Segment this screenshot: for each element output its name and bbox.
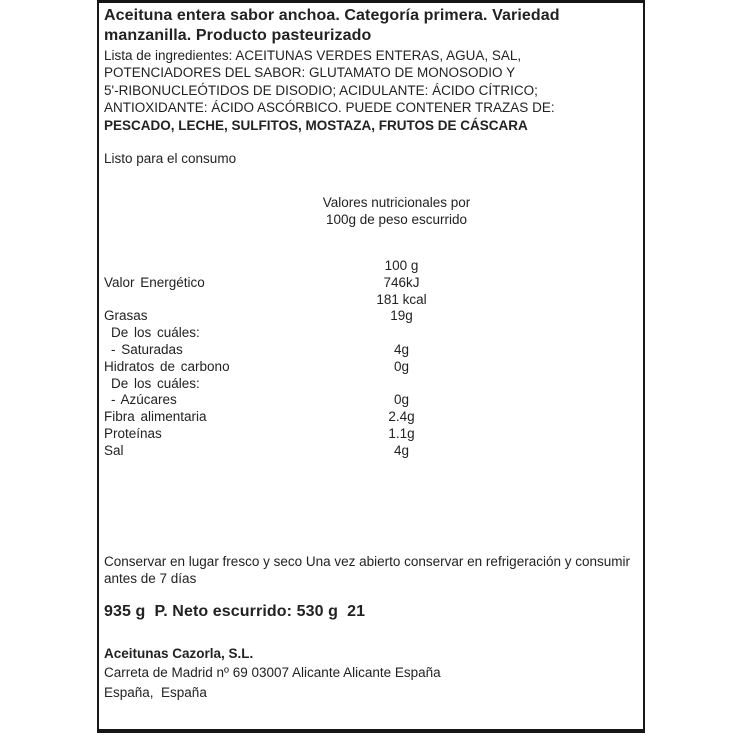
manufacturer-info xyxy=(104,644,441,702)
ingredients-line: ANTIOXIDANTE: ÁCIDO ASCÓRBICO. PUEDE CONTENER TRAZAS DE: xyxy=(104,100,555,116)
nutrition-header-line1: Valores nutricionales por xyxy=(322,195,471,210)
nutrition-value: 4g xyxy=(393,341,410,357)
nutrition-row xyxy=(104,409,504,426)
nutrition-value: 181 kcal xyxy=(376,291,427,307)
nutrition-label: Grasas xyxy=(104,308,148,324)
nutrition-label: Fibra alimentaria xyxy=(104,409,207,425)
nutrition-row xyxy=(104,426,504,443)
manufacturer-address-line1: Carreta de Madrid nº 69 03007 Alicante Alicante España xyxy=(104,665,441,681)
nutrition-row xyxy=(104,359,504,376)
nutrition-value: 4g xyxy=(393,442,410,458)
nutrition-row xyxy=(104,292,504,309)
nutrition-label: Valor Energético xyxy=(104,274,205,290)
product-title: Aceituna entera sabor anchoa. Categoría primera. Variedad manzanilla. Producto pasteurizado xyxy=(104,7,560,44)
nutrition-label: De los cuáles: xyxy=(111,325,200,341)
nutrition-label: - Azúcares xyxy=(111,392,177,408)
nutrition-label xyxy=(104,258,344,275)
ready-to-eat-text: Listo para el consumo xyxy=(104,151,237,166)
product-label-panel xyxy=(97,0,645,733)
manufacturer-address-line2: España, España xyxy=(104,684,207,700)
nutrition-value: 100 g xyxy=(384,258,419,273)
ingredients-line: POTENCIADORES DEL SABOR: GLUTAMATO DE MONOSODIO Y xyxy=(104,65,516,81)
nutrition-table xyxy=(104,258,504,460)
nutrition-label: Sal xyxy=(104,442,124,458)
manufacturer-name: Aceitunas Cazorla, S.L. xyxy=(104,646,254,661)
nutrition-row xyxy=(104,275,504,292)
ingredients-line: 5'-RIBONUCLEÓTIDOS DE DISODIO; ACIDULANTE: ÁCIDO CÍTRICO; xyxy=(104,82,538,98)
nutrition-label: Hidratos de carbono xyxy=(104,358,230,374)
nutrition-row xyxy=(104,342,504,359)
nutrition-header-line2: 100g de peso escurrido xyxy=(325,212,468,228)
nutrition-value: 0g xyxy=(393,392,410,408)
ingredients-text xyxy=(104,47,555,134)
nutrition-label: - Saturadas xyxy=(111,341,183,357)
nutrition-row xyxy=(104,258,504,275)
nutrition-row xyxy=(104,325,504,342)
allergens-line: PESCADO, LECHE, SULFITOS, MOSTAZA, FRUTOS DE CÁSCARA xyxy=(104,117,528,133)
nutrition-value: 746kJ xyxy=(383,274,420,290)
nutrition-label: Proteínas xyxy=(104,425,162,441)
nutrition-value xyxy=(344,376,459,393)
nutrition-row xyxy=(104,376,504,393)
nutrition-value: 2.4g xyxy=(388,409,415,425)
nutrition-value: 19g xyxy=(390,308,413,324)
nutrition-value xyxy=(344,325,459,342)
net-weight-text: 935 g P. Neto escurrido: 530 g 21 xyxy=(104,603,366,620)
storage-instructions: Conservar en lugar fresco y seco Una vez abierto conservar en refrigeración y consumir antes de 7 días xyxy=(104,554,630,587)
nutrition-header xyxy=(259,194,534,228)
nutrition-row xyxy=(104,308,504,325)
nutrition-value: 1.1g xyxy=(388,425,415,441)
ingredients-line: Lista de ingredientes: ACEITUNAS VERDES ENTERAS, AGUA, SAL, xyxy=(104,48,522,63)
nutrition-row xyxy=(104,443,504,460)
nutrition-row xyxy=(104,392,504,409)
nutrition-label: De los cuáles: xyxy=(111,375,200,391)
nutrition-label xyxy=(104,292,344,309)
nutrition-value: 0g xyxy=(393,358,410,374)
